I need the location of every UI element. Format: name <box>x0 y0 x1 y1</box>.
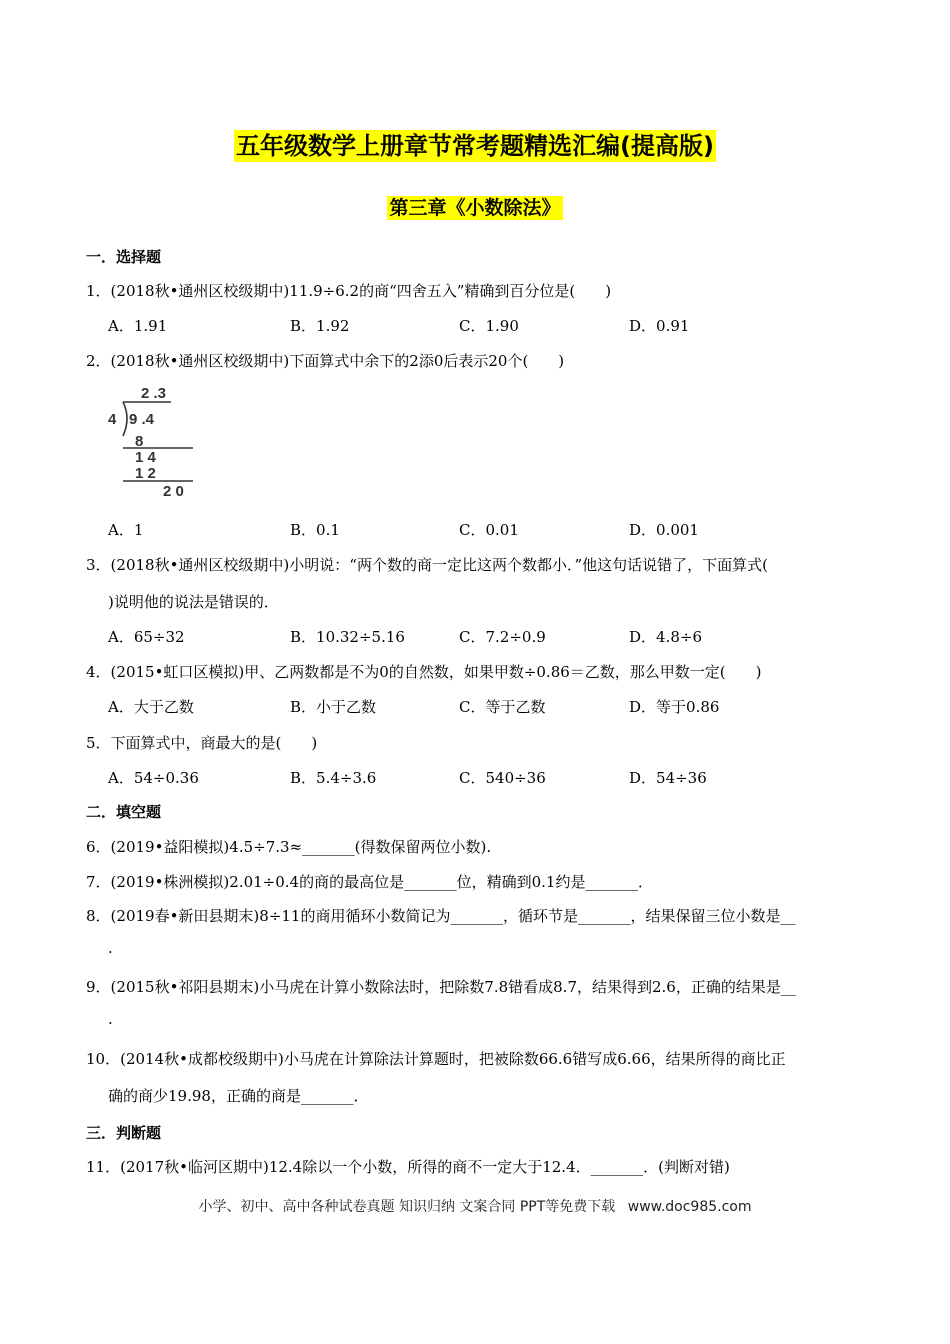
question-3-line-2: )说明他的说法是错误的． <box>108 593 279 611</box>
q1-option-d: D．0.91 <box>629 317 690 335</box>
section-heading-judge: 三．判断题 <box>86 1124 162 1142</box>
q2-option-a: A．1 <box>108 521 144 539</box>
q5-option-a: A．54÷0.36 <box>108 769 199 787</box>
q1-option-b: B．1.92 <box>290 317 350 335</box>
question-1: 1．(2018秋•通州区校级期中)11.9÷6.2的商“四舍五入”精确到百分位是( ) <box>86 282 612 300</box>
q3-option-d: D．4.8÷6 <box>629 628 702 646</box>
page-title <box>0 126 950 161</box>
q4-option-a: A．大于乙数 <box>108 698 194 716</box>
question-9-line-1: 9．(2015秋•祁阳县期末)小马虎在计算小数除法时，把除数7.8错看成8.7，结果得到2.6，正确的结果是__ <box>86 978 796 996</box>
q1-option-a: A．1.91 <box>108 317 168 335</box>
question-10-line-1: 10．(2014秋•成都校级期中)小马虎在计算除法计算题时，把被除数66.6错写成6.66，结果所得的商比正 <box>86 1050 786 1068</box>
question-8-line-1: 8．(2019春•新田县期末)8÷11的商用循环小数简记为_______，循环节是_______，结果保留三位小数是__ <box>86 907 796 925</box>
division-bracket <box>123 402 127 436</box>
question-9-line-2: . <box>108 1010 113 1028</box>
division-quotient: 2 .3 <box>141 385 167 402</box>
q2-option-c: C．0.01 <box>459 521 519 539</box>
q5-option-d: D．54÷36 <box>629 769 707 787</box>
division-dividend: 9 .4 <box>129 411 155 428</box>
footer-url[interactable]: www.doc985.com <box>627 1199 752 1215</box>
q4-option-d: D．等于0.86 <box>629 698 720 716</box>
q3-option-b: B．10.32÷5.16 <box>290 628 405 646</box>
page-title-text: 五年级数学上册章节常考题精选汇编(提高版) <box>236 132 714 160</box>
question-2: 2．(2018秋•通州区校级期中)下面算式中余下的2添0后表示20个( ) <box>86 352 565 370</box>
chapter-title <box>0 193 950 220</box>
division-remainder: 2 0 <box>163 483 184 500</box>
q3-option-a: A．65÷32 <box>108 628 185 646</box>
q4-option-b: B．小于乙数 <box>290 698 377 716</box>
q2-option-d: D．0.001 <box>629 521 699 539</box>
q3-option-c: C．7.2÷0.9 <box>459 628 546 646</box>
q2-option-b: B．0.1 <box>290 521 340 539</box>
division-divisor: 4 <box>108 411 117 428</box>
question-8-line-2: . <box>108 939 113 957</box>
division-step-2: 1 4 <box>135 449 156 466</box>
q5-option-c: C．540÷36 <box>459 769 546 787</box>
page-footer <box>0 1196 950 1216</box>
q5-option-b: B．5.4÷3.6 <box>290 769 377 787</box>
chapter-title-text: 第三章《小数除法》 <box>389 197 561 219</box>
long-division-figure <box>103 380 203 500</box>
question-6: 6．(2019•益阳模拟)4.5÷7.3≈_______(得数保留两位小数). <box>86 838 492 856</box>
question-4: 4．(2015•虹口区模拟)甲、乙两数都是不为0的自然数，如果甲数÷0.86＝乙数，那么甲数一定( ) <box>86 663 762 681</box>
q4-option-c: C．等于乙数 <box>459 698 546 716</box>
division-step-1: 8 <box>135 433 144 450</box>
question-11: 11．(2017秋•临河区期中)12.4除以一个小数，所得的商不一定大于12.4．_______．(判断对错) <box>86 1158 730 1176</box>
q1-option-c: C．1.90 <box>459 317 519 335</box>
question-7: 7．(2019•株洲模拟)2.01÷0.4的商的最高位是_______位，精确到0.1约是_______． <box>86 873 653 891</box>
question-10-line-2: 确的商少19.98，正确的商是_______． <box>108 1087 369 1105</box>
section-heading-choice: 一．选择题 <box>86 248 162 266</box>
section-heading-fill: 二．填空题 <box>86 803 162 821</box>
question-5: 5．下面算式中，商最大的是( ) <box>86 734 318 752</box>
footer-text: 小学、初中、高中各种试卷真题 知识归纳 文案合同 PPT等免费下载 <box>198 1199 616 1215</box>
division-step-3: 1 2 <box>135 465 156 482</box>
question-3-line-1: 3．(2018秋•通州区校级期中)小明说：“两个数的商一定比这两个数都小．”他这句话说错了，下面算式( <box>86 556 768 574</box>
